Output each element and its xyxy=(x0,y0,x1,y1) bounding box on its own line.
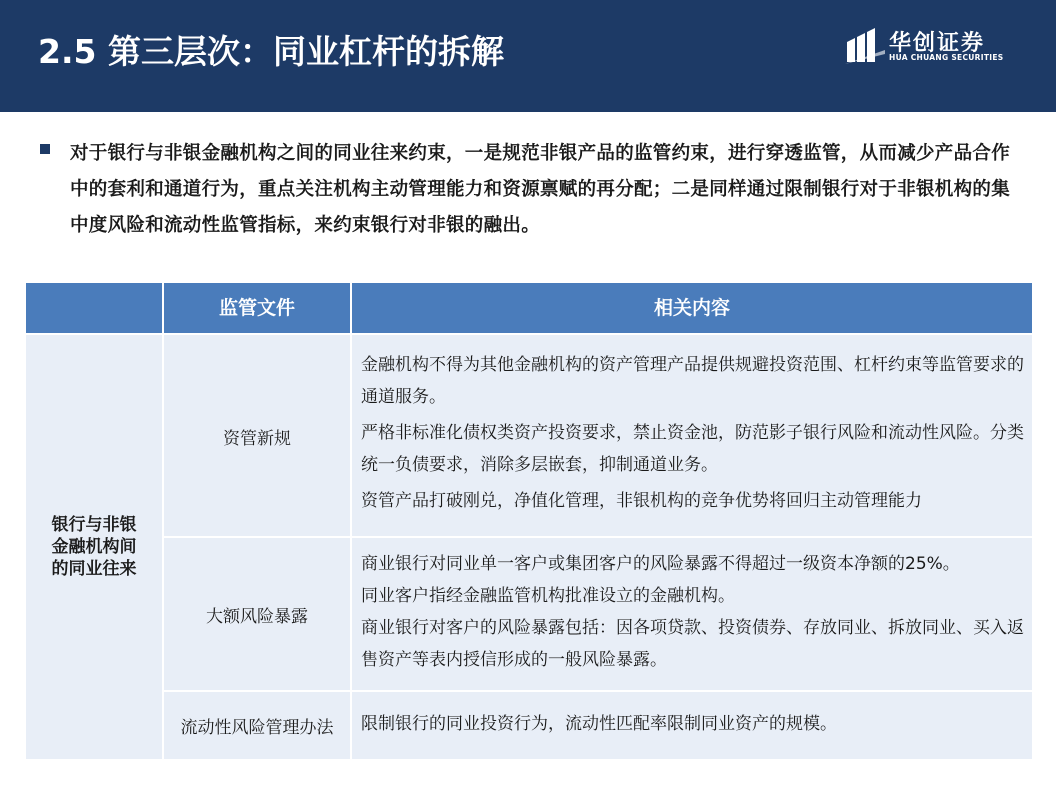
content-paragraph: 资管产品打破刚兑，净值化管理，非银机构的竞争优势将回归主动管理能力 xyxy=(361,491,922,511)
company-logo xyxy=(845,26,1005,66)
header-doc: 监管文件 xyxy=(218,297,295,319)
content-paragraph: 同业客户指经金融监管机构批准设立的金融机构。 xyxy=(361,586,735,606)
doc-cell xyxy=(164,337,350,536)
content-paragraph: 限制银行的同业投资行为，流动性匹配率限制同业资产的规模。 xyxy=(361,714,837,734)
header-bar xyxy=(0,0,1056,112)
doc-name: 资管新规 xyxy=(223,429,291,449)
header-divider xyxy=(162,283,164,333)
logo-mark-icon xyxy=(845,28,885,64)
content-cell xyxy=(352,349,1028,517)
content-cell xyxy=(352,548,1028,676)
doc-name: 流动性风险管理办法 xyxy=(180,718,334,738)
header-divider xyxy=(350,283,352,333)
content-paragraph: 商业银行对客户的风险暴露包括：因各项贷款、投资债券、存放同业、拆放同业、买入返售资产等表内授信形成的一般风险暴露。 xyxy=(361,618,1024,670)
header-content: 相关内容 xyxy=(653,297,730,319)
bullet-text: 对于银行与非银金融机构之间的同业往来约束，一是规范非银产品的监管约束，进行穿透监管，从而减少产品合作中的套利和通道行为，重点关注机构主动管理能力和资源禀赋的再分配；二是同样通过限制银行对于非银机构的集中度风险和流动性监管指标，来约束银行对非银的融出。 xyxy=(70,143,1011,236)
page-title: 2.5 第三层次：同业杠杆的拆解 xyxy=(38,32,504,71)
content-paragraph: 严格非标准化债权类资产投资要求，禁止资金池，防范影子银行风险和流动性风险。分类统一负债要求，消除多层嵌套，抑制通道业务。 xyxy=(361,423,1024,475)
content-cell xyxy=(352,708,1028,740)
doc-cell xyxy=(164,692,350,759)
doc-name: 大额风险暴露 xyxy=(206,606,308,627)
group-label: 银行与非银金融机构间的同业往来 xyxy=(51,515,137,579)
logo-text-cn: 华创证券 xyxy=(889,31,986,56)
logo-text-en: HUA CHUANG SECURITIES xyxy=(889,53,1004,62)
table-header xyxy=(26,283,1032,333)
group-cell xyxy=(26,335,162,759)
content-paragraph: 商业银行对同业单一客户或集团客户的风险暴露不得超过一级资本净额的25%。 xyxy=(361,554,960,574)
bullet-square-icon xyxy=(40,144,50,154)
bullet-point xyxy=(40,136,1020,244)
content-paragraph: 金融机构不得为其他金融机构的资产管理产品提供规避投资范围、杠杆约束等监管要求的通道服务。 xyxy=(361,355,1024,407)
doc-cell xyxy=(164,538,350,690)
